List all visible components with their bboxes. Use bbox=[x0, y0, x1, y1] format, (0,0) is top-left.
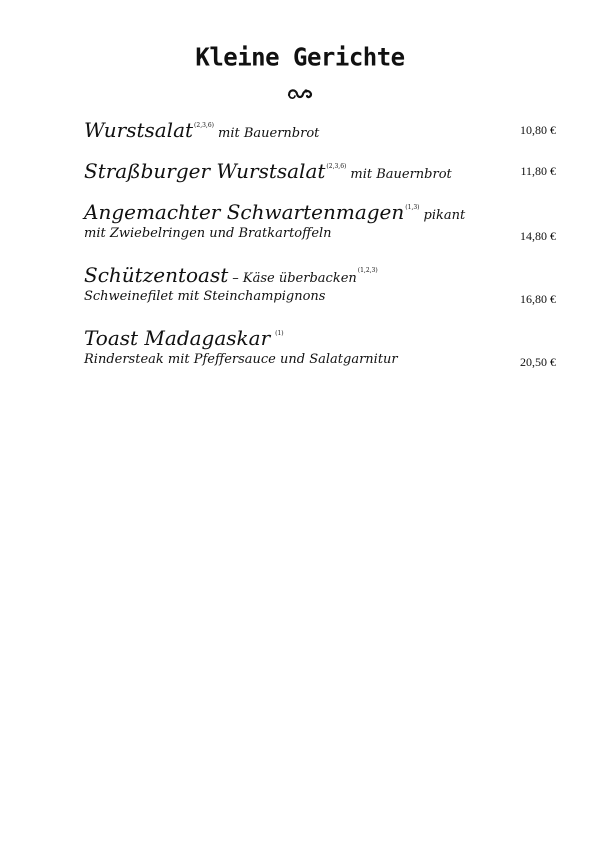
menu-item-wurstsalat bbox=[84, 118, 556, 142]
item-name: Angemachter Schwartenmagen bbox=[84, 200, 405, 224]
item-side: mit Bauernbrot bbox=[350, 167, 452, 182]
item-name: Schützentoast bbox=[84, 263, 229, 287]
menu-item-schwartenmagen bbox=[84, 200, 556, 248]
allergen-codes: (1,3) bbox=[405, 204, 420, 211]
item-side: mit Bauernbrot bbox=[218, 126, 320, 141]
item-price: 20,50 € bbox=[520, 355, 556, 369]
allergen-codes: (1) bbox=[275, 330, 284, 337]
item-price: 14,80 € bbox=[520, 229, 556, 243]
allergen-codes: (1,2,3) bbox=[357, 267, 378, 274]
allergen-codes: (2,3,6) bbox=[326, 163, 347, 170]
allergen-codes: (2,3,6) bbox=[194, 122, 214, 129]
menu-item-schuetzentoast bbox=[84, 263, 556, 311]
menu-item-strassburger-wurstsalat bbox=[84, 159, 556, 183]
item-side: – Käse überbacken bbox=[232, 271, 357, 286]
fleuron-ornament-icon bbox=[286, 86, 314, 102]
menu-item-toast-madagaskar bbox=[84, 326, 556, 374]
item-description: Schweinefilet mit Steinchampignons bbox=[84, 289, 326, 304]
item-description: mit Zwiebelringen und Bratkartoffeln bbox=[84, 226, 332, 241]
item-price: 11,80 € bbox=[520, 164, 556, 178]
item-side: pikant bbox=[423, 208, 466, 223]
item-description: Rindersteak mit Pfeffersauce und Salatgarnitur bbox=[84, 352, 398, 367]
page-title: Kleine Gerichte bbox=[195, 42, 405, 72]
item-name: Straßburger Wurstsalat bbox=[84, 159, 326, 183]
item-price: 16,80 € bbox=[520, 292, 556, 306]
item-price: 10,80 € bbox=[520, 123, 556, 137]
item-name: Toast Madagaskar bbox=[84, 326, 271, 350]
item-name: Wurstsalat bbox=[84, 118, 194, 142]
